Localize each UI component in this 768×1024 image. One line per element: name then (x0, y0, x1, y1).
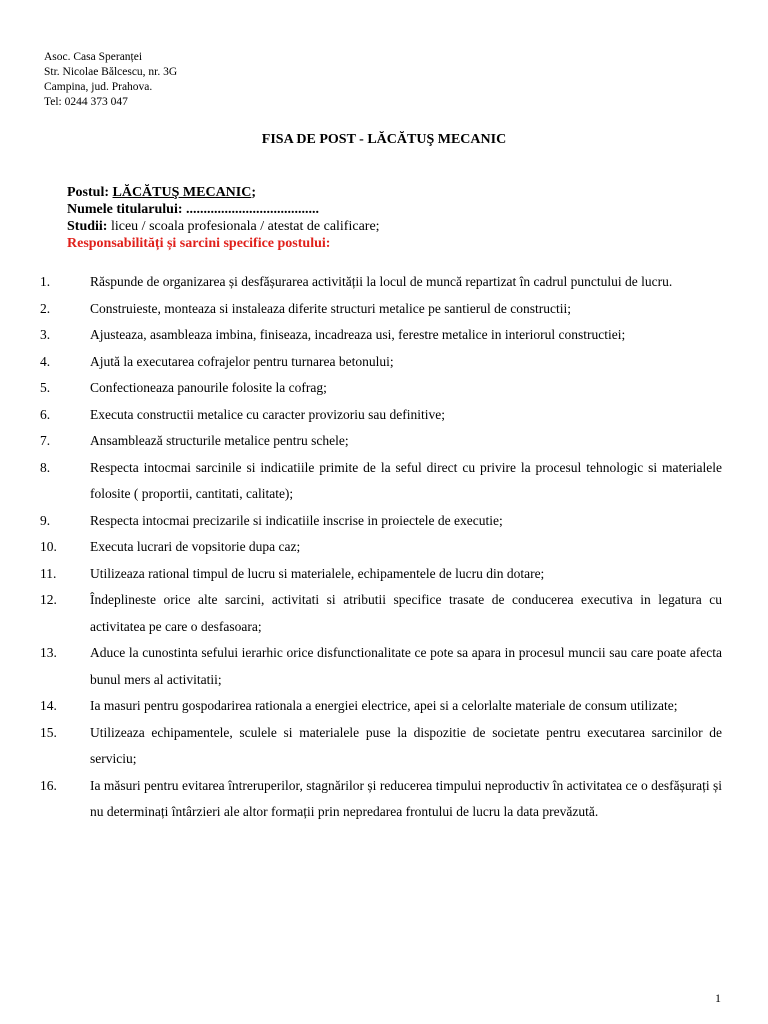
list-item (40, 587, 722, 640)
list-item (40, 773, 722, 826)
list-item-number: 4. (40, 353, 51, 369)
list-item (40, 508, 722, 535)
list-item-number: 3. (40, 327, 51, 342)
list-item (40, 269, 722, 296)
list-item-number: 11. (40, 565, 57, 581)
list-item-number: 14. (40, 698, 57, 713)
post-suffix: ; (251, 185, 257, 200)
list-item-text: Ia masuri pentru gospodarirea rationala a energiei electrice, apei si a celorlalte materiale de consum utilizate; (90, 698, 678, 713)
post-row (67, 184, 380, 201)
list-item-text: Utilizeaza rational timpul de lucru si materialele, echipamentele de lucru din dotare; (90, 565, 545, 581)
list-item (40, 296, 722, 323)
list-item (40, 322, 722, 349)
holder-name-row (67, 201, 380, 218)
list-item (40, 534, 722, 561)
list-item-text: Ia măsuri pentru evitarea întreruperilor, stagnărilor și reducerea timpului neproductiv în activitatea ce o desfășurați și nu determinați întârzieri ale altor formații prin nepredarea frontului de lucru la data prevăzută. (90, 777, 722, 819)
responsibilities-list (40, 269, 722, 826)
list-item-text: Ansamblează structurile metalice pentru schele; (90, 433, 349, 448)
list-item (40, 455, 722, 508)
list-item (40, 428, 722, 455)
responsibilities-heading: Responsabilități și sarcini specifice postului: (67, 236, 331, 251)
list-item-number: 6. (40, 406, 51, 422)
city-county: Campina, jud. Prahova. (44, 81, 153, 93)
list-item-number: 7. (40, 433, 51, 448)
list-item-number: 8. (40, 459, 51, 475)
list-item-number: 2. (40, 300, 51, 316)
list-item-text: Îndeplineste orice alte sarcini, activitati si atributii specifice trasate de conducerea executiva in legatura cu activitatea pe care o desfasoara; (90, 592, 722, 634)
list-item-number: 9. (40, 512, 51, 528)
list-item-number: 1. (40, 274, 51, 289)
list-item-number: 10. (40, 539, 57, 554)
post-label: Postul: (67, 185, 109, 200)
list-item-number: 5. (40, 380, 51, 395)
holder-name-label: Numele titularului: (67, 202, 183, 217)
document-title: FISA DE POST - LĂCĂTUŞ MECANIC (261, 132, 507, 147)
list-item-text: Aduce la cunostinta sefului ierarhic orice disfunctionalitate ce pote sa apara in procesul muncii sau care poate afecta bunul mers al activitatii; (90, 645, 722, 687)
organization-name: Asoc. Casa Speranței (44, 51, 143, 63)
list-item-number: 12. (40, 592, 57, 607)
list-item (40, 402, 722, 429)
studies-value: liceu / scoala profesionala / atestat de calificare; (110, 219, 380, 234)
street-address: Str. Nicolae Bălcescu, nr. 3G (44, 66, 178, 78)
list-item-text: Confectioneaza panourile folosite la cofrag; (90, 380, 327, 395)
list-item-text: Ajusteaza, asambleaza imbina, finiseaza, incadreaza usi, ferestre metalice in interiorul constructiei; (90, 327, 626, 342)
list-item (40, 375, 722, 402)
list-item-text: Construieste, monteaza si instaleaza diferite structuri metalice pe santierul de constructii; (90, 300, 571, 316)
list-item-number: 13. (40, 645, 57, 660)
page-number: 1 (715, 991, 721, 1005)
list-item (40, 561, 722, 588)
list-item-number: 15. (40, 724, 57, 740)
studies-label: Studii: (67, 219, 108, 234)
list-item (40, 720, 722, 773)
list-item-number: 16. (40, 777, 57, 793)
list-item-text: Executa lucrari de vopsitorie dupa caz; (90, 539, 301, 554)
list-item-text: Respecta intocmai precizarile si indicatiile inscrise in proiectele de executie; (90, 512, 503, 528)
organization-address (44, 50, 177, 110)
post-value: LĂCĂTUŞ MECANIC (112, 185, 252, 200)
list-item (40, 640, 722, 693)
list-item (40, 349, 722, 376)
holder-name-value: ...................................... (186, 202, 319, 217)
list-item-text: Executa constructii metalice cu caracter provizoriu sau definitive; (90, 406, 445, 422)
studies-row (67, 218, 380, 235)
phone-number: Tel: 0244 373 047 (44, 96, 128, 108)
list-item-text: Răspunde de organizarea și desfășurarea activității la locul de muncă repartizat în cadrul punctului de lucru. (90, 274, 673, 289)
job-fields (67, 184, 380, 252)
list-item-text: Respecta intocmai sarcinile si indicatiile primite de la seful direct cu privire la procesul tehnologic si materialele folosite ( proportii, cantitati, calitate); (90, 459, 722, 501)
list-item (40, 693, 722, 720)
list-item-text: Utilizeaza echipamentele, sculele si materialele puse la dispozitie de societate pentru executarea sarcinilor de serviciu; (90, 724, 722, 766)
list-item-text: Ajută la executarea cofrajelor pentru turnarea betonului; (90, 353, 394, 369)
